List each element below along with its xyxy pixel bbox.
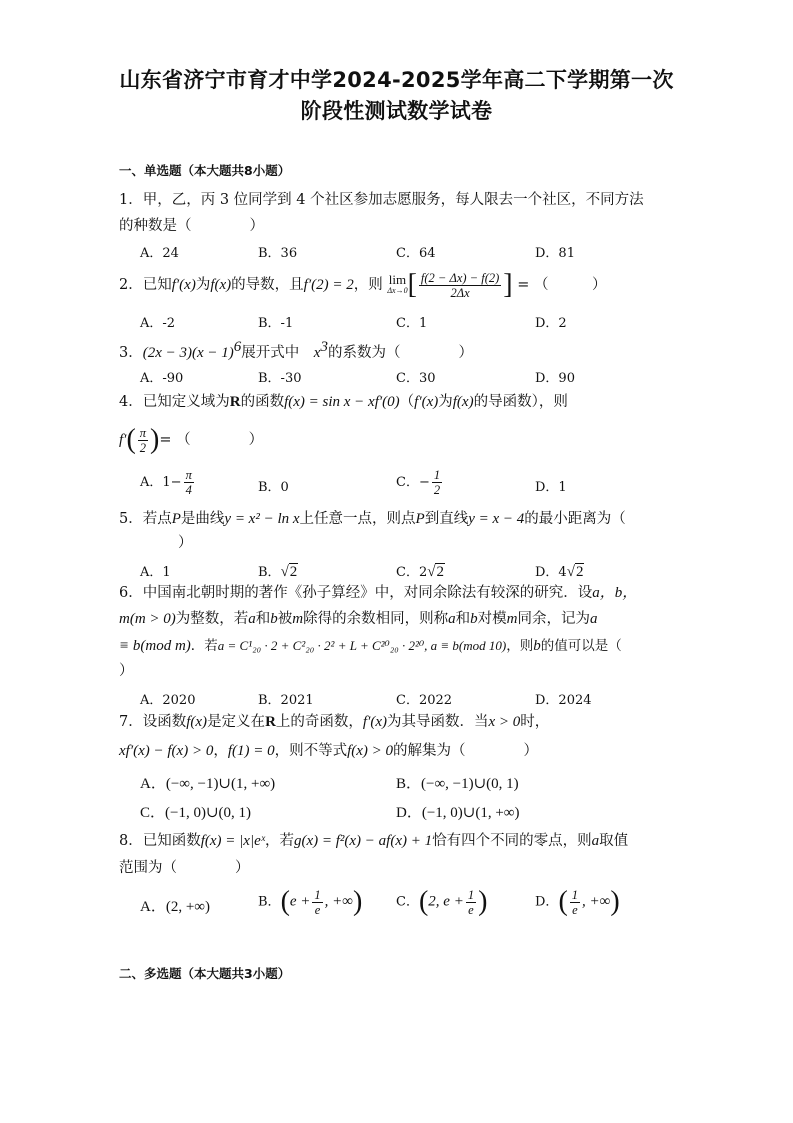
option-d[interactable]: D．4√2 (535, 564, 584, 580)
option-c[interactable]: C．(2, e + $\frac{1}{e}$ ) (396, 886, 488, 917)
question-4-line2: f′( $\frac{\pi}{2}$ )= （ ） (119, 424, 264, 455)
question-7-line2: xf′(x) − f(x) > 0，f(1) = 0，则不等式f(x) > 0的解集为（ ） (119, 743, 539, 759)
question-7-options-row1 (0, 772, 793, 794)
option-c[interactable]: C．30 (396, 371, 436, 386)
question-7-line1: 7．设函数f(x)是定义在R上的奇函数，f′(x)为其导函数．当x > 0时， (119, 714, 550, 730)
option-d[interactable]: D．81 (535, 246, 575, 261)
question-4-line1: 4．已知定义域为R的函数f(x) = sin x − xf′(0)（f′(x)为f(x)的导函数），则 (119, 394, 568, 410)
exam-title-line2: 阶段性测试数学试卷 (300, 99, 493, 123)
option-b[interactable]: B．(−∞, −1)∪(0, 1) (396, 776, 519, 792)
question-1-options (0, 242, 793, 264)
option-b[interactable]: B．0 (258, 480, 289, 495)
option-b[interactable]: B．√2 (258, 564, 298, 580)
option-b[interactable]: B．(e + $\frac{1}{e}$ , +∞) (258, 886, 363, 917)
question-8-options (0, 886, 793, 924)
limit-fraction: $\frac{f(2 - \Delta x) - f(2)}{2\Delta x}$ (420, 270, 500, 300)
option-d[interactable]: D．90 (535, 371, 575, 386)
question-2-stem: 2．已知f′(x)为f(x)的导数，且f′(2) = 2，则 lim Δx→0 [ $\frac{f(2 - \Delta x) - f(2)}{2\Delta x}$ ] = （ ） (119, 269, 607, 300)
option-d[interactable]: D．(−1, 0)∪(1, +∞) (396, 805, 520, 821)
option-c[interactable]: C．− $\frac{1}{2}$ (396, 468, 441, 497)
question-6-line2: m(m > 0)为整数，若a和b被m除得的余数相同，则称a和b对模m同余，记为a (119, 611, 598, 627)
option-d[interactable]: D．( $\frac{1}{e}$ , +∞) (535, 886, 620, 917)
question-4-options (0, 468, 793, 502)
option-b[interactable]: B．-1 (258, 316, 294, 331)
question-6-line1: 6．中国南北朝时期的著作《孙子算经》中，对同余除法有较深的研究．设a，b， (119, 585, 638, 601)
option-a[interactable]: A．1− $\frac{\pi}{4}$ (140, 468, 192, 497)
question-7-options-row2 (0, 801, 793, 823)
option-c[interactable]: C．64 (396, 246, 436, 261)
option-a[interactable]: A．-2 (140, 316, 176, 331)
option-a[interactable]: A．2020 (140, 693, 196, 708)
option-a[interactable]: A．24 (140, 246, 179, 261)
question-3-options (0, 367, 793, 389)
option-c[interactable]: C．1 (396, 316, 428, 331)
question-1-line2: 的种数是（ ） (119, 218, 264, 234)
question-2-options (0, 312, 793, 334)
option-d[interactable]: D．2 (535, 316, 567, 331)
section-heading-multiple-choice: 二、多选题（本大题共3小题） (119, 966, 291, 981)
question-5-line1: 5．若点P是曲线y = x² − ln x上任意一点，则点P到直线y = x − 4的最小距离为（ (119, 511, 626, 527)
question-8-line1: 8．已知函数f(x) = |x|eˣ，若g(x) = f²(x) − af(x) + 1恰有四个不同的零点，则a取值 (119, 833, 629, 849)
limit-operator: lim Δx→0 (387, 272, 408, 295)
option-c[interactable]: C．2022 (396, 693, 453, 708)
option-a[interactable]: A．1 (140, 565, 171, 580)
question-6-line4: ） (119, 663, 134, 679)
option-c[interactable]: C．(−1, 0)∪(0, 1) (140, 805, 252, 821)
question-6-options (0, 689, 793, 711)
question-6-line3: ≡ b(mod m)．若a = C¹₂₀ · 2 + C²₂₀ · 2² + L + C²⁰₂₀ · 2²⁰, a ≡ b(mod 10)，则b的值可以是（ (119, 638, 622, 654)
question-3-stem: 3．$(2x - 3)(x - 1)^6$展开式中 $x^3$的系数为（ ） (119, 339, 473, 361)
option-b[interactable]: B．-30 (258, 371, 302, 386)
option-a[interactable]: A．(2, +∞) (140, 899, 210, 915)
question-5-line2: ） (178, 535, 193, 551)
option-d[interactable]: D．1 (535, 480, 567, 495)
option-c[interactable]: C．2√2 (396, 564, 444, 580)
option-d[interactable]: D．2024 (535, 693, 592, 708)
option-b[interactable]: B．2021 (258, 693, 314, 708)
question-1-line1: 1．甲，乙，丙 3 位同学到 4 个社区参加志愿服务，每人限去一个社区，不同方法 (119, 192, 644, 208)
option-b[interactable]: B．36 (258, 246, 298, 261)
option-a[interactable]: A．(−∞, −1)∪(1, +∞) (140, 776, 276, 792)
question-5-options (0, 561, 793, 583)
exam-title-line1: 山东省济宁市育才中学2024-2025学年高二下学期第一次 (119, 68, 674, 92)
section-heading-single-choice: 一、单选题（本大题共8小题） (119, 163, 291, 178)
question-8-line2: 范围为（ ） (119, 860, 250, 876)
option-a[interactable]: A．-90 (140, 371, 184, 386)
